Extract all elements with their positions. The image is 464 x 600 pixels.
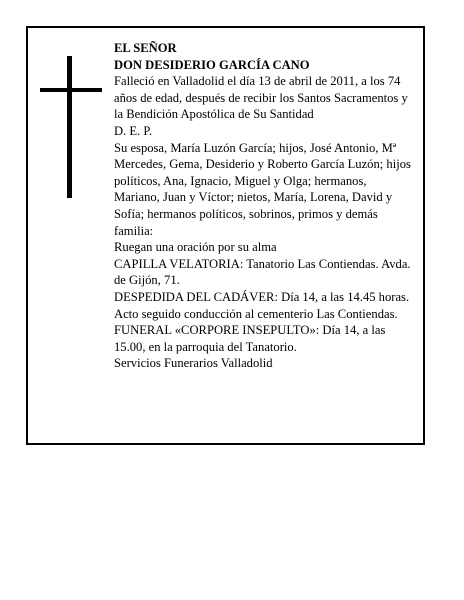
deceased-name: DON DESIDERIO GARCÍA CANO bbox=[114, 57, 310, 72]
funeral-details: FUNERAL «CORPORE INSEPULTO»: Día 14, a las 15.00, en la parroquia del Tanatorio. bbox=[114, 323, 386, 354]
funeral-services-company: Servicios Funerarios Valladolid bbox=[114, 356, 273, 371]
notice-text bbox=[114, 40, 414, 372]
cross-horizontal-bar bbox=[40, 88, 102, 92]
death-announcement: Falleció en Valladolid el día 13 de abril de 2011, a los 74 años de edad, después de recibir los Santos Sacramentos y la Bendición Apostólica de Su Santidad bbox=[114, 74, 408, 122]
heading-title: EL SEÑOR bbox=[114, 41, 177, 55]
prayer-request: Ruegan una oración por su alma bbox=[114, 240, 277, 255]
wake-chapel: CAPILLA VELATORIA: Tanatorio Las Contiendas. Avda. de Gijón, 71. bbox=[114, 256, 411, 288]
cross-vertical-bar bbox=[67, 56, 72, 198]
cross-icon bbox=[40, 56, 102, 198]
rip-abbreviation: D. E. P. bbox=[114, 123, 153, 138]
family-list: Su esposa, María Luzón García; hijos, José Antonio, Mª Mercedes, Gema, Desiderio y Roberto García Luzón; hijos políticos, Ana, Ignacio, Miguel y Olga; hermanos, Mariano, Juan y Víctor; nietos, María, Lorena, David y Sofía; hermanos políticos, sobrinos, primos y demás familia: bbox=[114, 140, 411, 238]
farewell-details: DESPEDIDA DEL CADÁVER: Día 14, a las 14.45 horas. Acto seguido conducción al cementerio Las Contiendas. bbox=[114, 289, 410, 321]
obituary-notice bbox=[26, 26, 425, 445]
